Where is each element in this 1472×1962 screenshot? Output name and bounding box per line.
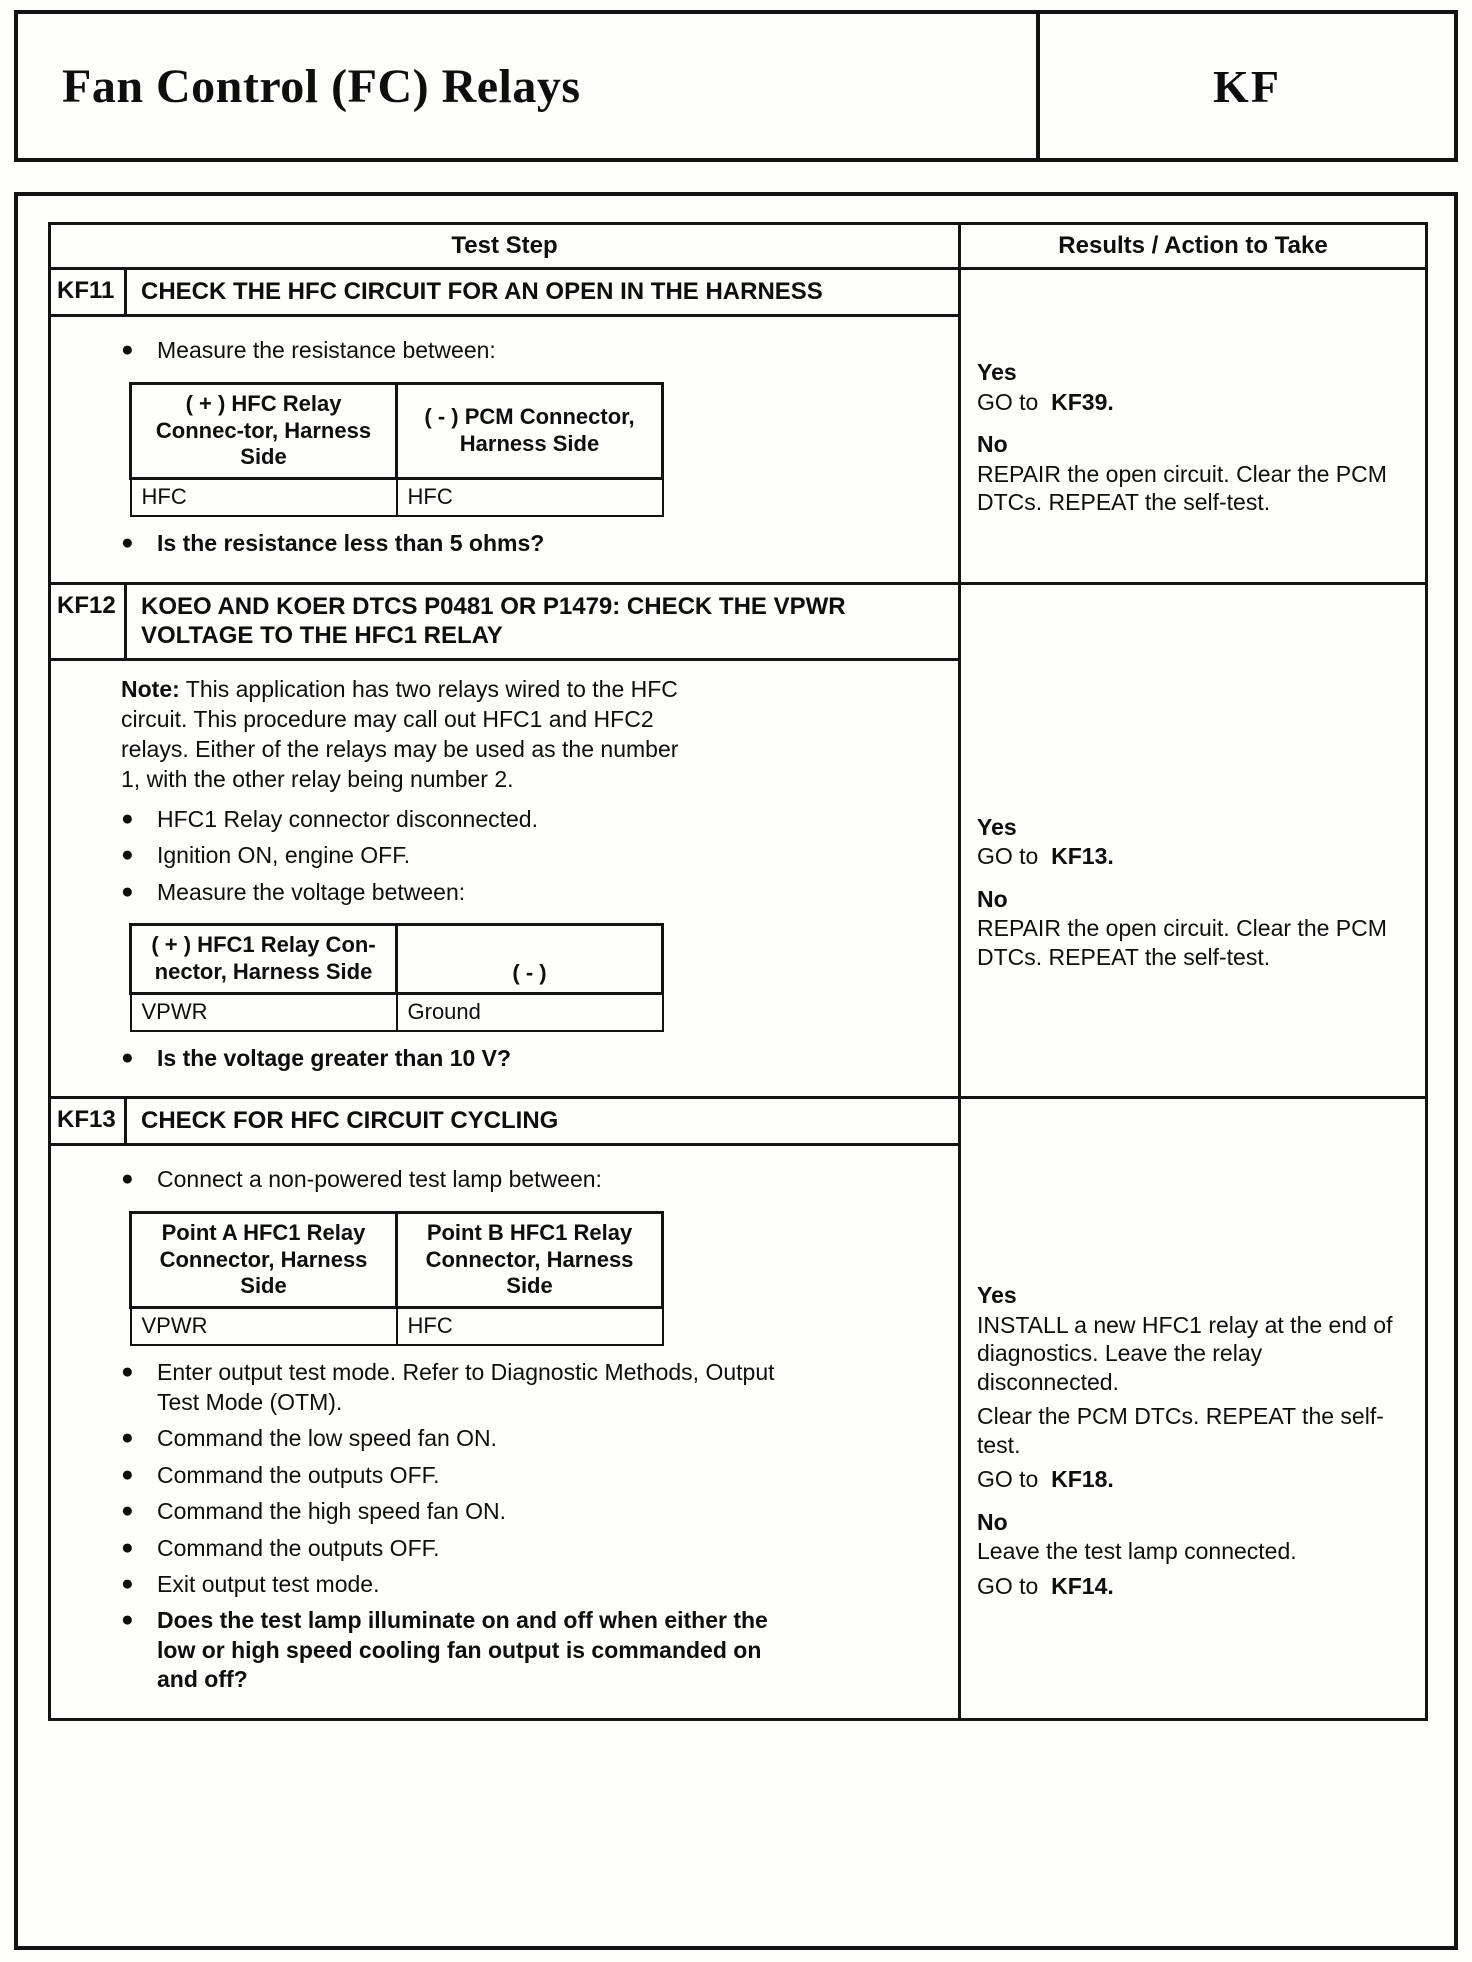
list-item [121, 841, 936, 870]
result-yes-action [977, 388, 1409, 417]
connector-value-positive: HFC [131, 479, 397, 517]
bullet-text: HFC1 Relay connector disconnected. [157, 805, 538, 832]
content-frame [14, 192, 1458, 1950]
table-row [51, 267, 1425, 582]
result-no-label: No [977, 431, 1008, 458]
bullet-icon: ● [121, 531, 134, 555]
note-text: This application has two relays wired to the HFC circuit. This procedure may call out HFC1 and HFC2 relays. Either of the relays may be used as the number 1, with the other relay being number 2. [121, 676, 679, 792]
connector-table [129, 1211, 664, 1346]
connector-value-negative: HFC [397, 479, 663, 517]
connector-value-point-b: HFC [397, 1308, 663, 1346]
result-no-action: Leave the test lamp connected. [977, 1538, 1297, 1565]
results-cell [961, 270, 1425, 582]
table-row [51, 1096, 1425, 1718]
connector-header-negative: ( - ) PCM Connector, Harness Side [397, 383, 663, 478]
step-head [51, 1099, 958, 1146]
step-id: KF13 [51, 1099, 127, 1143]
result-yes-label: Yes [977, 1282, 1017, 1309]
connector-value-positive: VPWR [131, 993, 397, 1031]
list-item [121, 1497, 936, 1526]
list-item [121, 1570, 936, 1599]
result-no-action: REPAIR the open circuit. Clear the PCM DTCs. REPEAT the self-test. [977, 915, 1387, 970]
result-no-label: No [977, 885, 1008, 912]
bullet-text: Measure the voltage between: [157, 878, 466, 905]
bullet-text: Ignition ON, engine OFF. [157, 842, 411, 869]
document-header [14, 10, 1458, 162]
result-yes-label: Yes [977, 813, 1017, 840]
step-title: KOEO AND KOER DTCS P0481 OR P1479: CHECK THE VPWR VOLTAGE TO THE HFC1 RELAY [141, 592, 846, 649]
step-title: CHECK THE HFC CIRCUIT FOR AN OPEN IN THE HARNESS [141, 278, 823, 305]
list-item [121, 336, 936, 365]
results-column-header: Results / Action to Take [1058, 232, 1328, 259]
bullet-icon: ● [121, 1462, 134, 1486]
bullet-icon: ● [121, 806, 134, 830]
connector-table-value-row [131, 1308, 663, 1346]
test-step-cell [51, 585, 961, 1097]
bullet-text: Measure the resistance between: [157, 337, 496, 364]
test-step-cell [51, 270, 961, 582]
bullet-text: Command the low speed fan ON. [157, 1425, 498, 1452]
bullet-text: Connect a non-powered test lamp between: [157, 1166, 602, 1193]
result-yes-action: INSTALL a new HFC1 relay at the end of diagnostics. Leave the relay disconnected. [977, 1311, 1393, 1395]
note-label: Note: [121, 676, 180, 703]
question-text: Does the test lamp illuminate on and off when either the low or high speed cooling fan output is commanded on and off? [157, 1607, 768, 1693]
connector-header-negative: ( - ) [397, 925, 663, 994]
bullet-text: Exit output test mode. [157, 1570, 380, 1597]
bullet-icon: ● [121, 1608, 134, 1632]
bullet-text: Command the outputs OFF. [157, 1461, 440, 1488]
bullet-text: Command the high speed fan ON. [157, 1498, 507, 1525]
result-yes-goto [977, 1465, 1409, 1494]
test-step-column-header: Test Step [51, 225, 961, 267]
connector-table-header-row [131, 1212, 663, 1307]
bullet-icon: ● [121, 1571, 134, 1595]
go-to-target: KF18. [1051, 1466, 1114, 1493]
step-head [51, 585, 958, 662]
connector-header-point-a: Point A HFC1 Relay Connector, Harness Side [131, 1212, 397, 1307]
go-to-target: KF39. [1051, 388, 1114, 415]
step-body [51, 661, 958, 1096]
go-to-text: GO to [977, 1572, 1039, 1599]
connector-table [129, 382, 664, 517]
table-row [51, 582, 1425, 1097]
go-to-text: GO to [977, 1466, 1039, 1493]
result-no-goto [977, 1572, 1409, 1601]
connector-table-header-row [131, 383, 663, 478]
connector-table-value-row [131, 479, 663, 517]
question-item [121, 1606, 936, 1694]
question-text: Is the voltage greater than 10 V? [157, 1044, 512, 1071]
results-content [961, 585, 1425, 992]
result-no-action: REPAIR the open circuit. Clear the PCM DTCs. REPEAT the self-test. [977, 460, 1387, 516]
result-yes-label: Yes [977, 359, 1017, 385]
results-cell [961, 585, 1425, 1097]
page-title: Fan Control (FC) Relays [62, 59, 581, 113]
step-id: KF12 [51, 585, 127, 659]
document-title-cell [18, 14, 1040, 158]
go-to-target: KF14. [1051, 1572, 1114, 1599]
connector-header-positive: ( + ) HFC Relay Connec-tor, Harness Side [131, 383, 397, 478]
list-item [121, 878, 936, 907]
bullet-text: Command the outputs OFF. [157, 1534, 440, 1561]
connector-value-negative: Ground [397, 993, 663, 1031]
bullet-icon: ● [121, 1167, 134, 1191]
step-title: CHECK FOR HFC CIRCUIT CYCLING [141, 1107, 559, 1135]
question-item [121, 529, 936, 558]
connector-header-positive: ( + ) HFC1 Relay Con-nector, Harness Side [131, 925, 397, 994]
results-cell [961, 1099, 1425, 1718]
results-content [961, 270, 1425, 537]
bullet-icon: ● [121, 843, 134, 867]
list-item [121, 1165, 936, 1194]
list-item [121, 1358, 936, 1417]
go-to-target: KF13. [1051, 843, 1114, 870]
result-no-label: No [977, 1508, 1008, 1535]
list-item [121, 805, 936, 834]
bullet-text: Enter output test mode. Refer to Diagnostic Methods, Output Test Mode (OTM). [157, 1359, 775, 1415]
section-code-cell [1040, 14, 1454, 158]
connector-value-point-a: VPWR [131, 1308, 397, 1346]
question-text: Is the resistance less than 5 ohms? [157, 530, 545, 557]
result-yes-action [977, 842, 1409, 871]
step-head [51, 270, 958, 317]
connector-header-point-b: Point B HFC1 Relay Connector, Harness Side [397, 1212, 663, 1307]
bullet-icon: ● [121, 1499, 134, 1523]
result-yes-action: Clear the PCM DTCs. REPEAT the self-test. [977, 1403, 1384, 1458]
go-to-text: GO to [977, 843, 1039, 870]
note-paragraph [121, 675, 693, 795]
section-code: KF [1213, 60, 1281, 112]
go-to-text: GO to [977, 388, 1039, 415]
bullet-icon: ● [121, 1045, 134, 1069]
list-item [121, 1424, 936, 1453]
connector-table [129, 923, 664, 1032]
bullet-icon: ● [121, 1535, 134, 1559]
connector-table-value-row [131, 993, 663, 1031]
step-id: KF11 [51, 270, 127, 314]
bullet-icon: ● [121, 879, 134, 903]
pinpoint-test-table [48, 222, 1428, 1721]
list-item [121, 1534, 936, 1563]
bullet-icon: ● [121, 1360, 134, 1384]
question-item [121, 1044, 936, 1073]
bullet-icon: ● [121, 1426, 134, 1450]
list-item [121, 1461, 936, 1490]
results-content [961, 1099, 1425, 1620]
table-header-row [51, 225, 1425, 267]
test-step-cell [51, 1099, 961, 1718]
step-body [51, 1146, 958, 1717]
step-body [51, 317, 958, 581]
connector-table-header-row [131, 925, 663, 994]
bullet-icon: ● [121, 338, 134, 362]
